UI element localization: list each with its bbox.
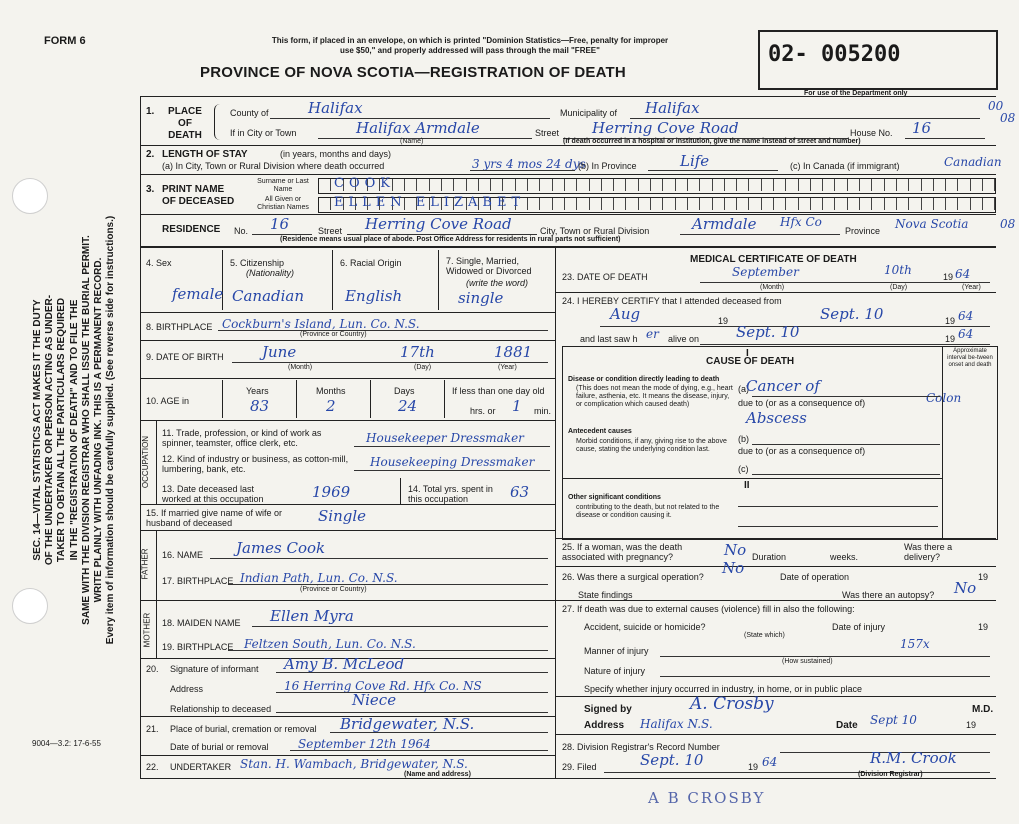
cause-a-label: (a) xyxy=(738,384,749,394)
signed-value: A. Crosby xyxy=(690,694,774,714)
due-label-2: due to (or as a consequence of) xyxy=(738,446,866,456)
death-year: 64 xyxy=(955,267,971,281)
origin-label: 6. Racial Origin xyxy=(340,258,402,268)
cause-interval-div xyxy=(942,346,943,538)
certify-to: Sept. 10 xyxy=(820,305,884,323)
death-date-line xyxy=(700,282,990,283)
months-label: Months xyxy=(316,386,346,396)
birthplace-value: Cockburn's Island, Lun. Co. N.S. xyxy=(222,317,420,331)
surgery-label: 26. Was there a surgical operation? xyxy=(562,572,704,582)
trade-label: 11. Trade, profession, or kind of work as spinner, teamster, office clerk, etc. xyxy=(162,428,322,448)
registrar-signature: R.M. Crook xyxy=(870,749,957,767)
stay-b-label: (b) In Province xyxy=(578,161,637,171)
name-label-2: OF DECEASED xyxy=(162,196,235,207)
dob-label: 9. DATE OF BIRTH xyxy=(146,352,224,362)
age-div-3 xyxy=(370,380,371,418)
surname-grid xyxy=(319,179,995,191)
death-year-caption: (Year) xyxy=(962,284,981,291)
sep-row-11 xyxy=(140,420,555,421)
last-seen-year: 64 xyxy=(958,327,974,341)
death-day-caption: (Day) xyxy=(890,284,908,291)
residence-no: 16 xyxy=(270,215,290,233)
nature-line xyxy=(660,676,990,677)
margin-code-2: 08 xyxy=(1000,111,1016,125)
margin-annotation-bottom: A B CROSBY xyxy=(648,789,766,807)
residence-city-line xyxy=(680,234,840,235)
residence-city-extra: Hfx Co xyxy=(780,215,822,229)
dept-use-note: For use of the Department only xyxy=(804,90,908,97)
occupation-div xyxy=(156,420,157,504)
sex-label: 4. Sex xyxy=(146,258,172,268)
filed-year-prefix: 19 xyxy=(748,762,759,772)
sep-med-25 xyxy=(555,538,996,539)
age-div-1 xyxy=(222,380,223,418)
sep-row-8 xyxy=(140,312,555,313)
state-which-caption: (State which) xyxy=(744,632,785,639)
father-bp-line xyxy=(228,584,548,585)
total-years-label: 14. Total yrs. spent in this occupation xyxy=(408,484,493,504)
age-label: 10. AGE in xyxy=(146,396,190,406)
preg-value: No xyxy=(724,541,747,559)
direct-label: Disease or condition directly leading to death xyxy=(568,376,720,383)
father-name-value: James Cook xyxy=(236,539,326,557)
burial-date-value: September 12th 1964 xyxy=(298,737,431,751)
signed-label: Signed by xyxy=(584,704,632,715)
medical-title: MEDICAL CERTIFICATE OF DEATH xyxy=(690,254,857,265)
sidebar-line-2: OF THE UNDERTAKER OR PERSON ACTING AS UNDER- xyxy=(44,294,56,566)
hrs-label: hrs. or xyxy=(470,406,496,416)
last-seen-pronoun: er xyxy=(646,327,659,341)
certify-label: 24. I HEREBY CERTIFY that I attended deceased from xyxy=(562,296,782,306)
cause-b-value: Abscess xyxy=(746,409,807,427)
last-seen-label: and last saw h xyxy=(580,334,638,344)
age-min: 1 xyxy=(512,397,522,415)
nature-label: Nature of injury xyxy=(584,666,646,676)
findings-label: State findings xyxy=(578,590,633,600)
trade-value: Housekeeper Dressmaker xyxy=(366,431,524,445)
burial-date-label: Date of burial or removal xyxy=(170,742,269,752)
med-address-label: Address xyxy=(584,720,625,731)
other-sub: contributing to the death, but not related to the disease or condition causing it. xyxy=(576,504,720,519)
min-label: min. xyxy=(534,406,552,416)
death-day: 10th xyxy=(884,263,912,277)
house-value: 16 xyxy=(912,119,932,137)
age-div-4 xyxy=(444,380,445,418)
dob-month-caption: (Month) xyxy=(288,364,313,371)
sidebar-line-3: TAKER TO OBTAIN ALL THE PARTICULARS REQUIRED xyxy=(56,297,68,563)
interval-header: Approximate interval be-tween onset and death xyxy=(947,348,993,368)
street-label: Street xyxy=(535,128,560,138)
burial-place-value: Bridgewater, N.S. xyxy=(340,715,475,733)
age-div-2 xyxy=(296,380,297,418)
frame-middle xyxy=(555,246,556,778)
operation-date-label: Date of operation xyxy=(780,572,850,582)
mother-name-line xyxy=(252,626,548,627)
reg-num-label: 28. Division Registrar's Record Number xyxy=(562,742,720,752)
city-label: If in City or Town xyxy=(230,128,297,138)
informant-address-value: 16 Herring Cove Rd. Hfx Co. NS xyxy=(284,679,482,693)
cause-b-line xyxy=(752,444,940,445)
antecedent-label: Antecedent causes xyxy=(568,428,632,435)
occupation-vertical: OCCUPATION xyxy=(141,435,151,489)
duration-label: Duration xyxy=(752,552,787,562)
given-label: All Given or Christian Names xyxy=(257,196,309,211)
dob-day-caption: (Day) xyxy=(414,364,432,371)
burial-num: 21. xyxy=(146,724,159,734)
cause-part-2: II xyxy=(744,480,750,491)
form-label: FORM 6 xyxy=(44,35,86,47)
place-label: PLACE OF DEATH xyxy=(168,106,202,141)
cause-c-line xyxy=(752,474,940,475)
mother-name-label: 18. MAIDEN NAME xyxy=(162,618,241,628)
antecedent-sub: Morbid conditions, if any, giving rise to the above cause, stating the underlying condition last. xyxy=(576,438,727,453)
father-vertical: FATHER xyxy=(140,548,150,580)
certify-to-year: 64 xyxy=(958,309,974,323)
informant-rel-label: Relationship to deceased xyxy=(170,704,272,714)
residence-street: Herring Cove Road xyxy=(365,215,512,233)
occupation-div-13-14 xyxy=(400,478,401,504)
filed-year: 64 xyxy=(762,755,778,769)
sidebar-line-7: Every item of information should be carefully supplied. (See reverse side for instructions.) xyxy=(105,215,117,645)
informant-rel-value: Niece xyxy=(352,691,397,709)
other-line-2 xyxy=(738,526,938,527)
residence-note: (Residence means usual place of abode. Post Office Address for residents in rural parts not sufficient) xyxy=(280,236,621,243)
margin-code-3: 08 xyxy=(1000,217,1016,231)
municipality-label: Municipality of xyxy=(560,108,618,118)
house-label: House No. xyxy=(850,128,893,138)
city-value: Halifax Armdale xyxy=(356,119,480,137)
manner-label: Manner of injury xyxy=(584,646,649,656)
postal-notice-line-1: This form, if placed in an envelope, on which is printed "Dominion Statistics—Free, penalty for improper xyxy=(271,36,669,45)
div-cit xyxy=(332,250,333,310)
sep-med-27 xyxy=(555,600,996,601)
operation-year-prefix: 19 xyxy=(978,572,989,582)
cause-a-line xyxy=(752,396,940,397)
other-line-1 xyxy=(738,506,938,507)
mother-bp-line xyxy=(228,650,548,651)
sidebar-line-1: SEC. 14—VITAL STATISTICS ACT MAKES IT THE DUTY xyxy=(32,299,43,561)
div-origin xyxy=(438,250,439,310)
filed-value: Sept. 10 xyxy=(640,751,704,769)
sidebar-line-4: IN THE "REGISTRATION OF DEATH" AND TO FILE THE xyxy=(68,299,80,561)
stay-a-label: (a) In City, Town or Rural Division where death occurred xyxy=(162,161,385,171)
citizenship-label: 5. Citizenship xyxy=(230,258,285,268)
trade-line xyxy=(354,446,550,447)
informant-sig-value: Amy B. McLeod xyxy=(284,655,405,673)
sep-med-28 xyxy=(555,734,996,735)
postal-notice xyxy=(210,36,730,56)
cause-part-1: I xyxy=(746,348,749,359)
stay-c-label: (c) In Canada (if immigrant) xyxy=(790,161,900,171)
mother-name-value: Ellen Myra xyxy=(270,607,354,625)
footer-code: 9004—3.2: 17-6-55 xyxy=(32,739,101,748)
marital-value: single xyxy=(458,289,504,307)
spouse-label: 15. If married give name of wife or husband of deceased xyxy=(146,508,283,528)
father-name-line xyxy=(210,558,548,559)
sex-value: female xyxy=(172,285,224,303)
sidebar-line-5: SAME WITH THE DIVISION REGISTRAR WHO SHALL ISSUE THE BURIAL PERMIT. xyxy=(80,235,92,625)
last-worked-label: 13. Date deceased last worked at this occupation xyxy=(162,484,264,504)
death-year-prefix: 19 xyxy=(943,272,954,282)
cause-part-sep xyxy=(562,478,942,479)
industry-value: Housekeeping Dressmaker xyxy=(370,455,535,469)
stay-label: LENGTH OF STAY xyxy=(162,149,248,160)
death-month-caption: (Month) xyxy=(760,284,785,291)
dob-month: June xyxy=(262,343,297,361)
dob-year-caption: (Year) xyxy=(498,364,517,371)
city-line xyxy=(318,138,532,139)
filed-label: 29. Filed xyxy=(562,762,597,772)
med-date-year-prefix: 19 xyxy=(966,720,977,730)
mother-bp-label: 19. BIRTHPLACE xyxy=(162,642,234,652)
postal-notice-line-2: use $50," and properly addressed will pass through the mail "FREE" xyxy=(340,46,600,55)
cause-title: CAUSE OF DEATH xyxy=(706,356,795,367)
father-bp-caption: (Province or Country) xyxy=(300,586,367,593)
residence-province: Nova Scotia xyxy=(895,217,969,231)
stay-sub: (in years, months and days) xyxy=(280,149,392,159)
stay-b-line xyxy=(648,170,778,171)
given-value: ELLEN ELIZABET xyxy=(334,195,526,210)
registrar-caption: (Division Registrar) xyxy=(858,771,923,778)
county-value: Halifax xyxy=(308,99,363,117)
injury-date-label: Date of injury xyxy=(832,622,886,632)
filed-line xyxy=(604,772,990,773)
total-years-value: 63 xyxy=(510,483,530,501)
stay-c-value: Canadian xyxy=(944,155,1002,169)
residence-province-label: Province xyxy=(845,226,881,236)
frame-top xyxy=(140,96,996,97)
manner-line xyxy=(660,656,990,657)
med-address-value: Halifax N.S. xyxy=(640,717,713,731)
birthplace-line xyxy=(218,330,548,331)
undertaker-value: Stan. H. Wambach, Bridgewater, N.S. xyxy=(240,757,468,771)
cause-b-label: (b) xyxy=(738,434,749,444)
sidebar-line-6: WRITE PLAINLY WITH UNFADING INK. THIS IS A PERMANENT RECORD. xyxy=(93,257,105,603)
burial-place-label: Place of burial, cremation or removal xyxy=(170,724,317,734)
registration-number: 02- 005200 xyxy=(768,42,901,67)
weeks-label: weeks. xyxy=(830,552,859,562)
surgery-value: No xyxy=(722,559,745,577)
stay-b-value: Life xyxy=(680,152,710,170)
hospital-note: (If death occurred in a hospital or institution, give the name instead of street and number) xyxy=(563,138,861,145)
form-title: PROVINCE OF NOVA SCOTIA—REGISTRATION OF DEATH xyxy=(200,64,626,81)
manner-value: 157x xyxy=(900,637,930,651)
parents-div xyxy=(156,530,157,658)
accident-label: Accident, suicide or homicide? xyxy=(584,622,706,632)
due-label-1: due to (or as a consequence of) xyxy=(738,398,866,408)
certify-from: Aug xyxy=(610,305,641,323)
street-value: Herring Cove Road xyxy=(592,119,739,137)
md-label: M.D. xyxy=(972,704,994,715)
certify-year-prefix-2: 19 xyxy=(945,316,956,326)
direct-sub: (This does not mean the mode of dying, e.g., heart failure, asthenia, etc. It means the disease, injury, or complication which caused death) xyxy=(576,385,733,408)
last-seen-suffix: alive on xyxy=(668,334,700,344)
sep-row-10 xyxy=(140,378,555,379)
external-label: 27. If death was due to external causes (violence) fill in also the following: xyxy=(562,604,855,614)
how-caption: (How sustained) xyxy=(782,658,833,665)
certify-year-prefix-1: 19 xyxy=(718,316,729,326)
delivery-label: Was there a delivery? xyxy=(904,542,953,562)
marital-label: 7. Single, Married, Widowed or Divorced xyxy=(446,256,532,276)
sep-row-mother xyxy=(140,600,555,601)
house-line xyxy=(905,138,985,139)
age-days: 24 xyxy=(398,397,418,415)
name-label-1: PRINT NAME xyxy=(162,184,225,195)
surname-label: Surname or Last Name xyxy=(257,178,309,193)
med-date-value: Sept 10 xyxy=(870,713,917,727)
citizenship-sub: (Nationality) xyxy=(246,268,295,278)
municipality-value: Halifax xyxy=(645,99,700,117)
residence-no-label: No. xyxy=(234,226,249,236)
sep-med-23 xyxy=(555,292,996,293)
surname-boxes xyxy=(318,178,996,194)
undertaker-num: 22. xyxy=(146,762,159,772)
sep-after-stay xyxy=(140,174,996,175)
residence-city: Armdale xyxy=(692,215,757,233)
informant-sig-label: Signature of informant xyxy=(170,664,259,674)
informant-line-3 xyxy=(276,712,548,713)
residence-no-line xyxy=(252,234,312,235)
informant-address-label: Address xyxy=(170,684,204,694)
cause-a-extra: Colon xyxy=(926,391,962,405)
years-label: Years xyxy=(246,386,269,396)
death-date-label: 23. DATE OF DEATH xyxy=(562,272,648,282)
place-brace xyxy=(214,104,223,140)
informant-line-2 xyxy=(276,692,548,693)
place-num: 1. xyxy=(146,106,155,117)
father-bp-value: Indian Path, Lun. Co. N.S. xyxy=(240,571,398,585)
undertaker-label: UNDERTAKER xyxy=(170,762,232,772)
industry-line xyxy=(354,470,550,471)
sep-med-sig xyxy=(555,696,996,697)
last-worked-value: 1969 xyxy=(312,483,351,501)
burial-place-line xyxy=(330,732,548,733)
industry-label: 12. Kind of industry or business, as cotton-mill, lumbering, bank, etc. xyxy=(162,454,349,474)
stay-a-line xyxy=(470,170,575,171)
city-name-caption: (Name) xyxy=(400,138,424,145)
residence-city-label: City, Town or Rural Division xyxy=(540,226,650,236)
dob-year: 1881 xyxy=(494,343,533,361)
registration-number-box xyxy=(758,30,998,90)
days-label: Days xyxy=(394,386,415,396)
med-date-label: Date xyxy=(836,720,858,731)
origin-value: English xyxy=(345,287,403,305)
name-num: 3. xyxy=(146,184,155,195)
preg-label: 25. If a woman, was the death associated with pregnancy? xyxy=(562,542,683,562)
marital-sub: (write the word) xyxy=(466,278,529,288)
dob-day: 17th xyxy=(400,343,435,361)
father-bp-label: 17. BIRTHPLACE xyxy=(162,576,234,586)
father-name-label: 16. NAME xyxy=(162,550,204,560)
citizenship-value: Canadian xyxy=(232,287,305,305)
autopsy-value: No xyxy=(954,579,977,597)
informant-line-1 xyxy=(276,672,548,673)
last-seen-line xyxy=(700,344,990,345)
margin-code-1: 00 xyxy=(988,99,1004,113)
injury-year-prefix: 19 xyxy=(978,622,989,632)
sep-after-residence xyxy=(140,246,996,248)
residence-street-line xyxy=(347,234,537,235)
cause-c-label: (c) xyxy=(738,464,749,474)
burial-date-line xyxy=(290,750,548,751)
age-years: 83 xyxy=(250,397,270,415)
sep-row-15 xyxy=(140,504,555,505)
specify-label: Specify whether injury occurred in industry, in home, or in public place xyxy=(584,684,862,694)
sep-med-26 xyxy=(555,566,996,567)
age-months: 2 xyxy=(326,397,336,415)
mother-vertical: MOTHER xyxy=(142,612,152,648)
stay-num: 2. xyxy=(146,149,155,160)
birthplace-label: 8. BIRTHPLACE xyxy=(146,322,213,332)
sidebar-instructions xyxy=(32,150,142,710)
stay-a-value: 3 yrs 4 mos 24 dys xyxy=(472,157,586,171)
surname-value: COOK xyxy=(334,176,395,191)
informant-num: 20. xyxy=(146,664,159,674)
cause-a-value: Cancer of xyxy=(746,377,820,395)
last-seen-year-prefix: 19 xyxy=(945,334,956,344)
dob-line xyxy=(232,362,548,363)
county-label: County of xyxy=(230,108,269,118)
birthplace-caption: (Province or Country) xyxy=(300,331,367,338)
undertaker-caption: (Name and address) xyxy=(404,771,471,778)
autopsy-label: Was there an autopsy? xyxy=(842,590,935,600)
last-seen-date: Sept. 10 xyxy=(736,323,800,341)
less-label: If less than one day old xyxy=(452,386,545,396)
death-month: September xyxy=(732,265,799,279)
sep-after-name xyxy=(140,214,996,215)
residence-street-label: Street xyxy=(318,226,343,236)
other-label: Other significant conditions xyxy=(568,494,661,501)
sep-row-9 xyxy=(140,340,555,341)
residence-label: RESIDENCE xyxy=(162,224,221,235)
mother-bp-value: Feltzen South, Lun. Co. N.S. xyxy=(244,637,416,651)
spouse-value: Single xyxy=(318,507,367,525)
sep-row-16 xyxy=(140,530,555,531)
